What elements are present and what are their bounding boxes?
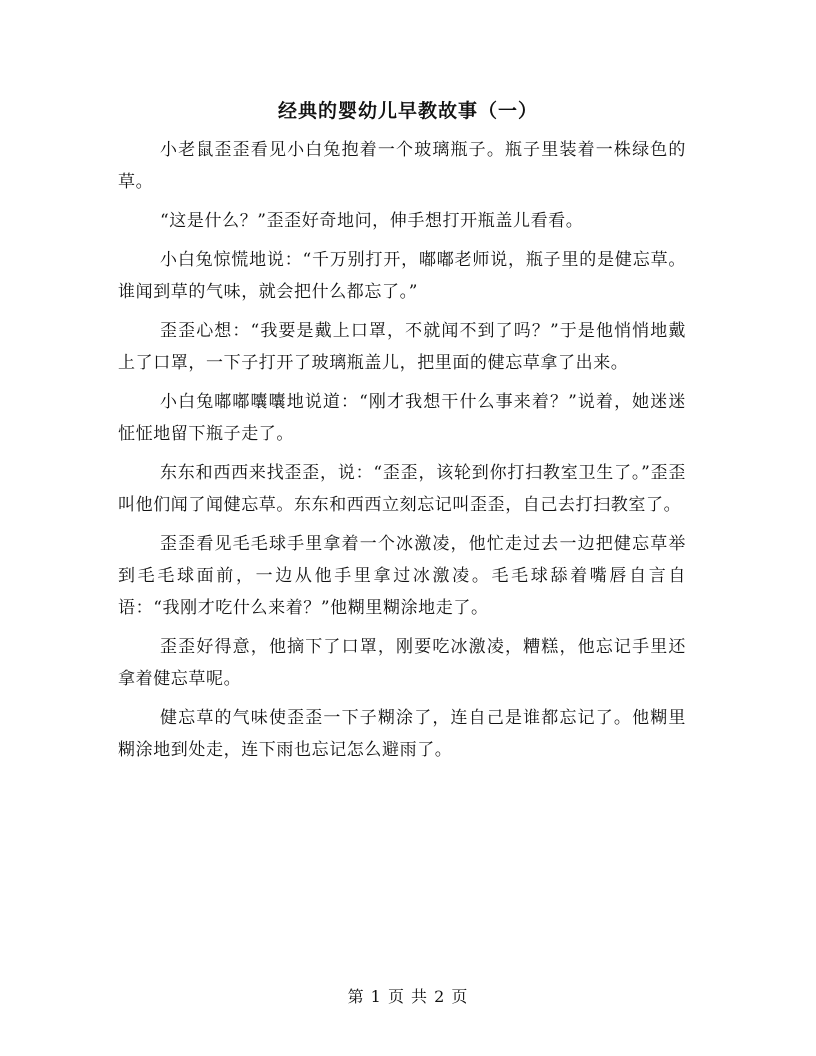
- paragraph-3: 小白兔惊慌地说：“千万别打开，嘟嘟老师说，瓶子里的是健忘草。谁闻到草的气味，就会把什么都忘了。”: [118, 250, 686, 302]
- paragraph-1: 小老鼠歪歪看见小白兔抱着一个玻璃瓶子。瓶子里装着一株绿色的草。: [118, 140, 686, 192]
- paragraph-8: 歪歪好得意，他摘下了口罩，刚要吃冰激凌，糟糕，他忘记手里还拿着健忘草呢。: [118, 637, 686, 689]
- document-body: [118, 134, 686, 773]
- paragraph-5: 小白兔嘟嘟囔囔地说道：“刚才我想干什么事来着？”说着，她迷迷怔怔地留下瓶子走了。: [118, 392, 686, 444]
- page-footer: [0, 986, 816, 1008]
- page-number-label: 第 1 页 共 2 页: [347, 987, 469, 1006]
- document-title: 经典的婴幼儿早教故事（一）: [277, 100, 538, 122]
- paragraph-6: 东东和西西来找歪歪，说：“歪歪，该轮到你打扫教室卫生了。”歪歪叫他们闻了闻健忘草。东东和西西立刻忘记叫歪歪，自己去打扫教室了。: [118, 463, 686, 515]
- paragraph-4: 歪歪心想：“我要是戴上口罩，不就闻不到了吗？”于是他悄悄地戴上了口罩，一下子打开了玻璃瓶盖儿，把里面的健忘草拿了出来。: [118, 321, 686, 373]
- paragraph-9: 健忘草的气味使歪歪一下子糊涂了，连自己是谁都忘记了。他糊里糊涂地到处走，连下雨也忘记怎么避雨了。: [118, 708, 686, 760]
- paragraph-7: 歪歪看见毛毛球手里拿着一个冰激凌，他忙走过去一边把健忘草举到毛毛球面前，一边从他手里拿过冰激凌。毛毛球舔着嘴唇自言自语：“我刚才吃什么来着？”他糊里糊涂地走了。: [118, 534, 686, 618]
- paragraph-2: “这是什么？”歪歪好奇地问，伸手想打开瓶盖儿看看。: [160, 211, 584, 231]
